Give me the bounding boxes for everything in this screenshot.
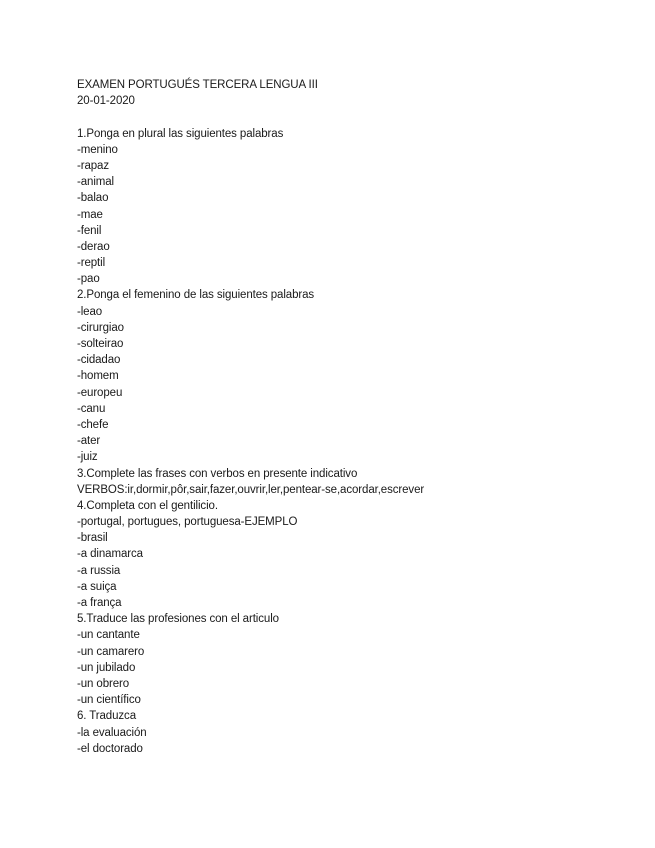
list-item: -solteirao — [77, 338, 124, 350]
section-heading: 2.Ponga el femenino de las siguientes palabras — [77, 289, 315, 302]
exam-document — [77, 77, 637, 757]
section-heading: 4.Completa con el gentilicio. — [77, 499, 218, 512]
list-item: -brasil — [77, 532, 108, 545]
list-item: -cirurgiao — [77, 321, 124, 334]
list-item: -europeu — [77, 386, 123, 399]
blank-line — [77, 109, 637, 125]
section-heading: 6. Traduzca — [77, 710, 136, 723]
list-item: -la evaluación — [77, 726, 147, 739]
list-item: -un obrero — [77, 677, 130, 690]
list-item: VERBOS:ir,dormir,pôr,sair,fazer,ouvrir,ler,pentear-se,acordar,escrever — [77, 483, 425, 496]
list-item: -leao — [77, 305, 103, 318]
section-heading: 3.Complete las frases con verbos en presente indicativo — [77, 467, 358, 480]
list-item: -un jubilado — [77, 661, 136, 674]
section-heading: 5.Traduce las profesiones con el articulo — [77, 613, 279, 626]
list-item: -derao — [77, 240, 110, 253]
section-heading: 1.Ponga en plural las siguientes palabras — [77, 127, 284, 140]
list-item: -fenil — [77, 224, 102, 237]
document-title: EXAMEN PORTUGUÉS TERCERA LENGUA III — [77, 79, 318, 91]
list-item: -portugal, portugues, portuguesa-EJEMPLO — [77, 516, 298, 529]
list-item: -pao — [77, 273, 100, 286]
list-item: -cidadao — [77, 354, 121, 367]
list-item: -a dinamarca — [77, 548, 143, 561]
exam-sections — [77, 126, 637, 757]
list-item: -un cantante — [77, 629, 140, 642]
list-item: -un camarero — [77, 645, 145, 658]
list-item: -ater — [77, 435, 101, 448]
list-item: -a suiça — [77, 580, 117, 593]
list-item: -reptil — [77, 257, 106, 270]
list-item: -mae — [77, 208, 103, 221]
list-item: -chefe — [77, 418, 109, 431]
list-item: -a frança — [77, 597, 122, 609]
document-date: 20-01-2020 — [77, 95, 135, 108]
list-item: -canu — [77, 402, 106, 415]
list-item: -animal — [77, 176, 115, 189]
list-item: -un científico — [77, 694, 141, 707]
list-item: -a russia — [77, 564, 121, 577]
list-item: -juiz — [77, 451, 98, 464]
list-item: -rapaz — [77, 159, 109, 172]
list-item: -homem — [77, 370, 119, 383]
list-item: -el doctorado — [77, 742, 143, 755]
list-item: -menino — [77, 143, 118, 156]
list-item: -balao — [77, 192, 109, 205]
